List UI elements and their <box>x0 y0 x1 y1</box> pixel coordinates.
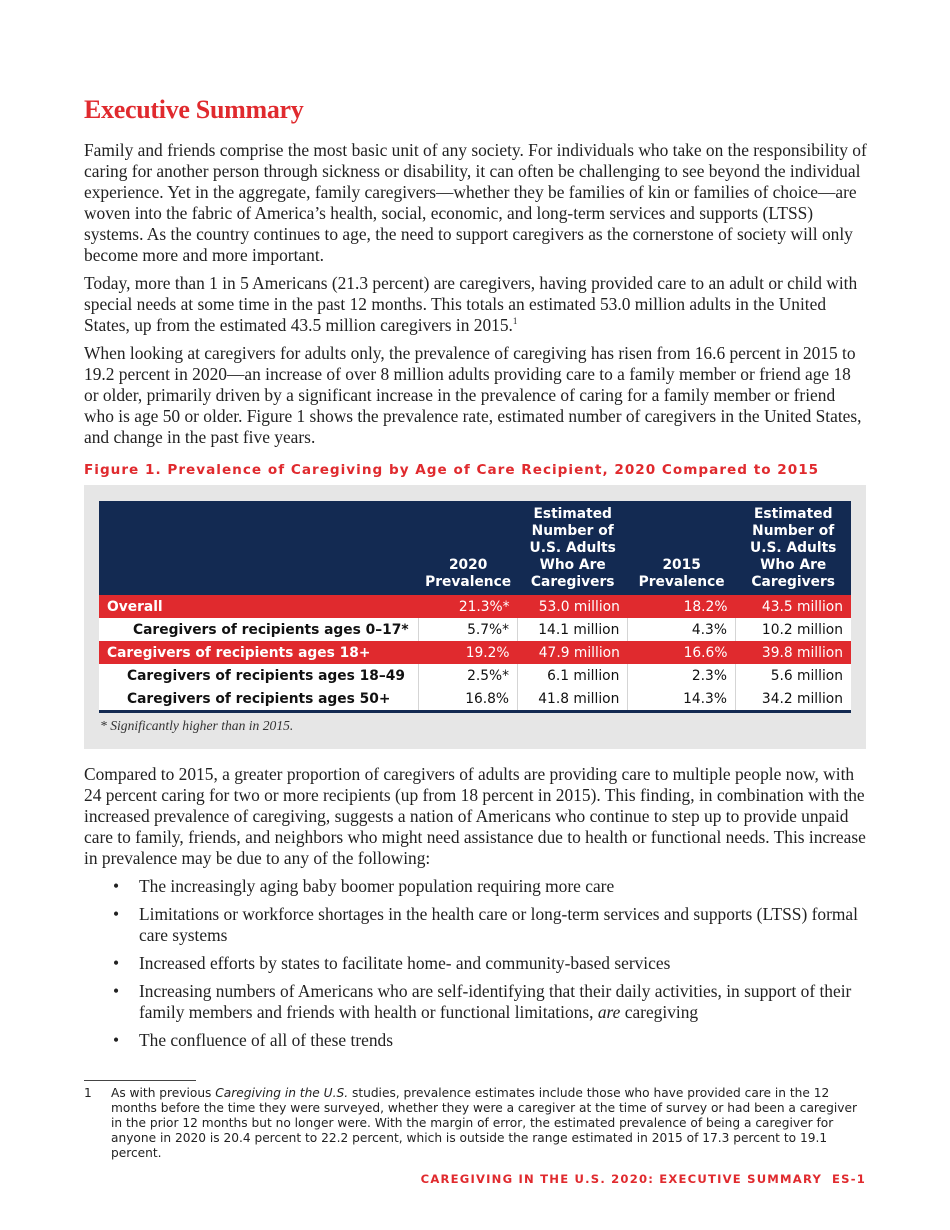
header-text: Prevalence <box>638 574 725 590</box>
prevalence-table <box>99 501 851 713</box>
list-item-emphasis: are <box>597 1002 621 1022</box>
cell-2015-estimated: 10.2 million <box>735 618 851 641</box>
list-item-text-end: caregiving <box>624 1002 699 1022</box>
intro-paragraph-1: Family and friends comprise the most basic unit of any society. For individuals who take on the responsibility of caring for another person through sickness or disability, it can often be challenging to see beyond the individual experience. Yet in the aggregate, family caregivers—whether they be families of kin or families of choice—are woven into the fabric of America’s health, social, economic, and long-term services and supports (LTSS) systems. As the country continues to age, the need to support caregivers as the cornerstone of society will only become more and more important. <box>84 140 867 265</box>
table-row-ages-18-plus <box>99 641 851 664</box>
cell-2015-prevalence: 16.6% <box>628 641 736 664</box>
figure-note: * Significantly higher than in 2015. <box>100 718 294 733</box>
table-row-ages-18-49 <box>99 664 851 687</box>
table-header-row <box>99 501 851 595</box>
cell-2020-prevalence: 21.3%* <box>419 595 518 618</box>
cell-2015-estimated: 5.6 million <box>735 664 851 687</box>
cell-2020-estimated: 14.1 million <box>518 618 628 641</box>
list-item <box>84 981 868 1023</box>
cell-2015-estimated: 43.5 million <box>735 595 851 618</box>
header-text: Number of <box>752 523 835 539</box>
row-label: Caregivers of recipients ages 18+ <box>99 641 419 664</box>
intro-paragraph-2 <box>84 273 868 336</box>
header-text: Caregivers <box>751 574 835 590</box>
cell-2020-estimated: 41.8 million <box>518 687 628 712</box>
footnote-text <box>111 1086 868 1161</box>
header-2020-estimated <box>518 501 628 595</box>
cell-2015-prevalence: 14.3% <box>628 687 736 712</box>
footnote-text-end: studies, prevalence estimates include those who have provided care in the 12 months before the time they were surveyed, whether they were a caregiver at the time of survey or had been a caregiver in the prior 12 months but no longer were. With the margin of error, the estimated prevalence of being a caregiver for anyone in 2020 is 20.4 percent to 22.2 percent, which is outside the range estimated in 2015 of 17.3 percent to 19.1 percent. <box>111 1086 858 1160</box>
bullet-icon: • <box>113 904 120 924</box>
page-footer <box>421 1172 866 1186</box>
header-text: Who Are <box>760 557 827 573</box>
cell-2020-prevalence: 5.7%* <box>419 618 518 641</box>
header-text: Estimated <box>533 506 612 522</box>
footnote-ref[interactable]: 1 <box>512 316 518 327</box>
footnote-divider <box>84 1080 196 1081</box>
header-2020-prevalence <box>419 501 518 595</box>
page-number: ES-1 <box>832 1172 866 1186</box>
bullet-icon: • <box>113 1030 120 1050</box>
findings-paragraph: Compared to 2015, a greater proportion of caregivers of adults are providing care to multiple people now, with 24 percent caring for two or more recipients (up from 18 percent in 2015). This finding, in combination with the increased prevalence of caregiving, suggests a nation of Americans who continue to step up to provide unpaid care to family, friends, and neighbors who might need assistance due to health or functional needs. This increase in prevalence may be due to any of the following: <box>84 764 866 868</box>
header-text: Estimated <box>753 506 833 522</box>
running-title: CAREGIVING IN THE U.S. 2020: EXECUTIVE SUMMARY <box>420 1172 823 1186</box>
footnote-number: 1 <box>84 1086 92 1100</box>
row-label: Overall <box>99 595 419 618</box>
header-text: Caregivers <box>530 574 615 590</box>
cell-2020-prevalence: 19.2% <box>419 641 518 664</box>
footnote-study-title: Caregiving in the U.S. <box>215 1086 349 1100</box>
findings-section <box>84 764 868 1058</box>
cell-2015-estimated: 39.8 million <box>735 641 851 664</box>
table-row-ages-50-plus <box>99 687 851 712</box>
header-text: Who Are <box>539 557 606 573</box>
cell-2015-prevalence: 18.2% <box>628 595 736 618</box>
cell-2015-prevalence: 4.3% <box>628 618 736 641</box>
header-text: U.S. Adults <box>529 540 616 556</box>
cell-2015-prevalence: 2.3% <box>628 664 736 687</box>
footnote-text-start: As with previous <box>111 1086 212 1100</box>
bullet-icon: • <box>113 953 120 973</box>
page-title: Executive Summary <box>84 95 304 125</box>
header-2015-prevalence <box>628 501 736 595</box>
list-item-text: The confluence of all of these trends <box>139 1030 393 1050</box>
bullet-list <box>84 876 868 1051</box>
header-text: 2015 <box>662 557 701 573</box>
list-item-text: The increasingly aging baby boomer population requiring more care <box>139 876 615 896</box>
cell-2020-prevalence: 2.5%* <box>419 664 518 687</box>
table-row-ages-0-17 <box>99 618 851 641</box>
intro-paragraph-3: When looking at caregivers for adults only, the prevalence of caregiving has risen from 16.6 percent in 2015 to 19.2 percent in 2020—an increase of over 8 million adults providing care to a family member or friend age 18 or older, primarily driven by a significant increase in the prevalence of caring for a family member or friend who is age 50 or older. Figure 1 shows the prevalence rate, estimated number of caregivers in the United States, and change in the past five years. <box>84 343 862 447</box>
footnote <box>84 1086 868 1161</box>
figure-caption: Figure 1. Prevalence of Caregiving by Age of Care Recipient, 2020 Compared to 2015 <box>84 462 820 478</box>
row-label: Caregivers of recipients ages 0–17* <box>99 618 419 641</box>
list-item-text: Increased efforts by states to facilitate home- and community-based services <box>139 953 671 973</box>
cell-2020-estimated: 47.9 million <box>518 641 628 664</box>
bullet-icon: • <box>113 981 120 1001</box>
intro-section <box>84 140 868 455</box>
header-text: Number of <box>531 523 614 539</box>
header-text: U.S. Adults <box>750 540 837 556</box>
list-item <box>84 953 868 974</box>
bullet-icon: • <box>113 876 120 896</box>
list-item <box>84 904 868 946</box>
list-item <box>84 1030 868 1051</box>
figure-1 <box>84 485 866 749</box>
list-item-text: Increasing numbers of Americans who are self-identifying that their daily activities, in support of their family members and friends with health or functional limitations, <box>139 981 852 1022</box>
intro-paragraph-2-text: Today, more than 1 in 5 Americans (21.3 percent) are caregivers, having provided care to an adult or child with special needs at some time in the past 12 months. This totals an estimated 53.0 million adults in the United States, up from the estimated 43.5 million caregivers in 2015. <box>84 273 858 335</box>
list-item-text: Limitations or workforce shortages in the health care or long-term services and supports (LTSS) formal care systems <box>139 904 858 945</box>
cell-2020-estimated: 53.0 million <box>518 595 628 618</box>
cell-2020-estimated: 6.1 million <box>518 664 628 687</box>
header-text: 2020 <box>448 557 488 573</box>
table-row-overall <box>99 595 851 618</box>
cell-2015-estimated: 34.2 million <box>735 687 851 712</box>
list-item <box>84 876 868 897</box>
row-label: Caregivers of recipients ages 18–49 <box>99 664 419 687</box>
header-2015-estimated <box>735 501 851 595</box>
header-label-column <box>99 501 419 595</box>
cell-2020-prevalence: 16.8% <box>419 687 518 712</box>
row-label: Caregivers of recipients ages 50+ <box>99 687 419 712</box>
header-text: Prevalence <box>425 574 512 590</box>
